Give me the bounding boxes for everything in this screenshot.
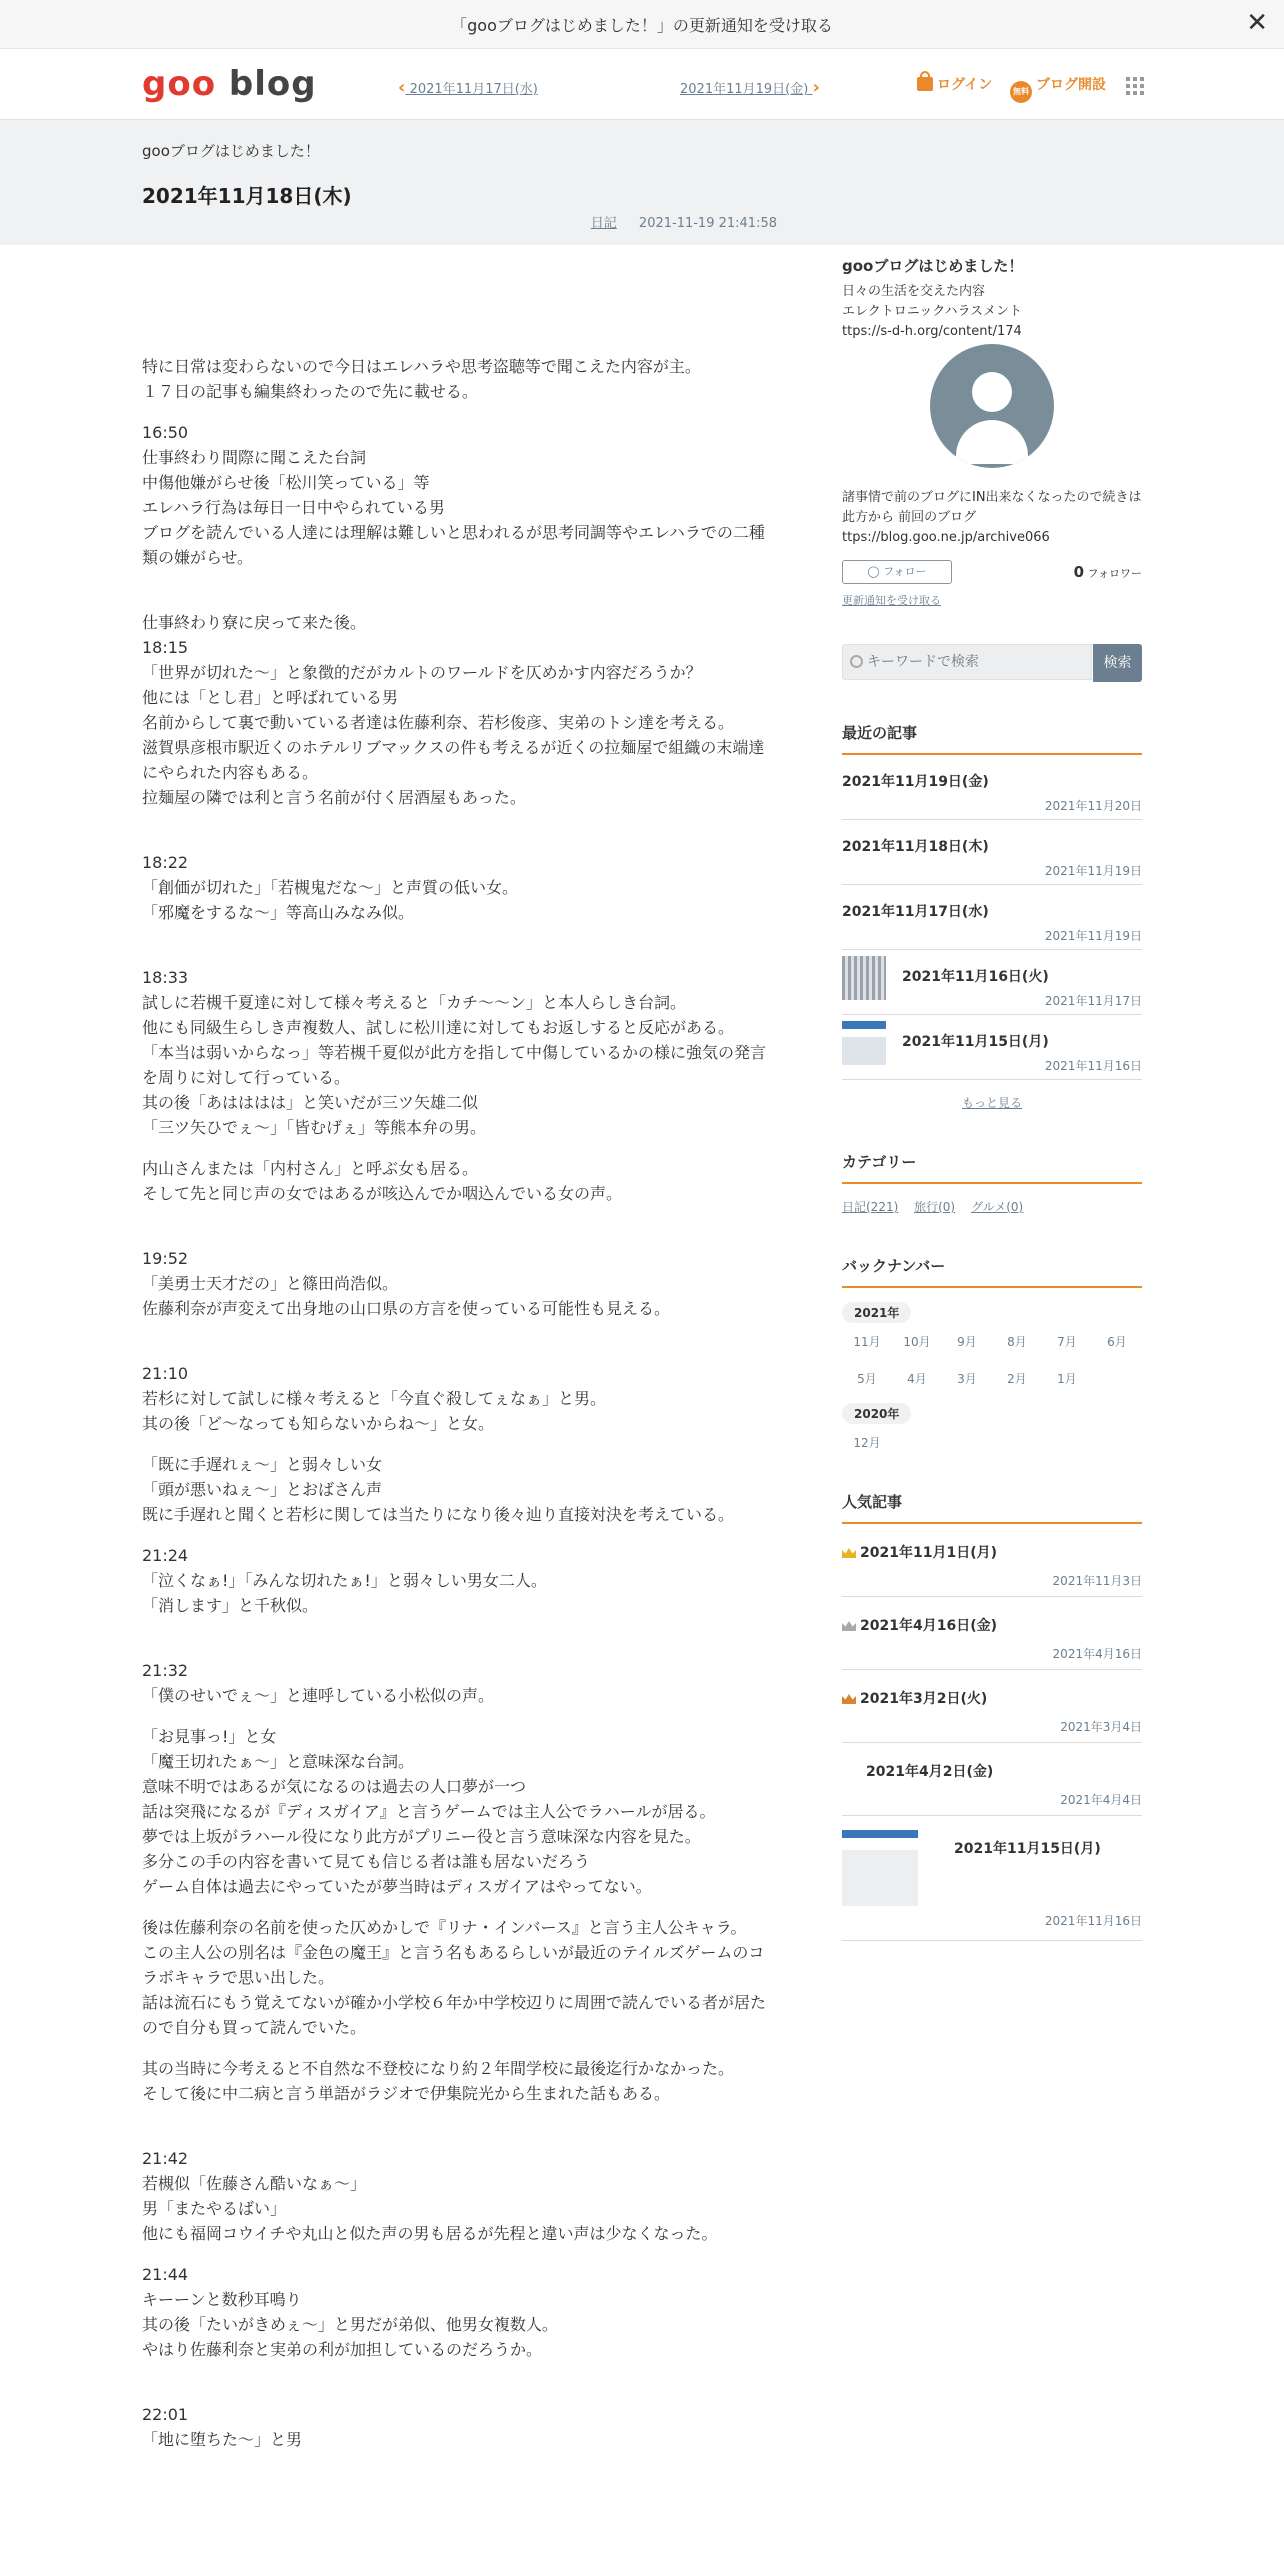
category-link[interactable]: グルメ(0) bbox=[970, 1200, 1024, 1214]
article-paragraph: 其の当時に今考えると不自然な不登校になり約２年間学校に最後迄行かなかった。 そして後に中二病と言う単語がラジオで伊集院光から生まれた話もある。 bbox=[142, 2059, 735, 2103]
login-button[interactable] bbox=[917, 74, 992, 94]
popular-article-title[interactable]: 2021年4月2日(金) bbox=[866, 1764, 994, 1780]
sidebar bbox=[842, 255, 1142, 1941]
prev-article-label: 2021年11月17日(水) bbox=[409, 82, 538, 97]
month-link[interactable]: 9月 bbox=[957, 1335, 977, 1349]
article-paragraph: 22:01 「地に堕ちた～」と男 bbox=[142, 2405, 303, 2449]
recent-article-date: 2021年11月19日 bbox=[1044, 864, 1142, 878]
article-thumbnail[interactable] bbox=[842, 1021, 886, 1065]
article-thumbnail[interactable] bbox=[842, 1830, 918, 1906]
follower-number: 0 bbox=[1073, 563, 1085, 581]
recent-article-title[interactable]: 2021年11月19日(金) bbox=[842, 774, 989, 790]
recent-article-date: 2021年11月19日 bbox=[1044, 929, 1142, 943]
category-link[interactable]: 旅行(0) bbox=[914, 1200, 956, 1214]
popular-article-title-row[interactable] bbox=[842, 1688, 987, 1708]
article-paragraph: 後は佐藤利奈の名前を使った仄めかしで『リナ・インバース』と言う主人公キャラ。 この主人公の別名は『金色の魔王』と言う名もあるらしいが最近のテイルズゲームのコラボキャラで思い出した。 話は流石にもう覚えてないが確か小学校６年か中学校辺りに周囲で読んでいる者が居たので自分も買って読んでいた。 bbox=[142, 1918, 767, 2037]
notify-link[interactable]: 更新通知を受け取る bbox=[842, 594, 941, 607]
search-button[interactable]: 検索 bbox=[1093, 644, 1142, 682]
open-blog-label: ブログ開設 bbox=[1036, 77, 1106, 93]
popular-article-title-row[interactable] bbox=[842, 1615, 997, 1635]
menu-grid-icon[interactable] bbox=[1126, 77, 1144, 95]
close-icon[interactable]: ✕ bbox=[1246, 8, 1268, 38]
avatar[interactable] bbox=[930, 344, 1054, 468]
month-list bbox=[842, 1333, 1142, 1407]
popular-article[interactable] bbox=[842, 1743, 1142, 1816]
article-paragraph: 18:33 試しに若槻千夏達に対して様々考えると「カチ～～ン」と本人らしき台詞。 他にも同級生らしき声複数人、試しに松川達に対してもお返しすると反応がある。 「本当は弱いからなっ」等若槻千夏似が此方を指して中傷しているかの様に強気の発言を周りに対して行っている。 其の後「あはははは」と笑いだが三ツ矢雄二似 「三ツ矢ひでぇ～」「皆むげぇ」等熊本弁の男。 bbox=[142, 968, 767, 1137]
month-list bbox=[842, 1434, 1142, 1471]
goo-blog-logo[interactable] bbox=[142, 65, 317, 103]
recent-article-title[interactable]: 2021年11月15日(月) bbox=[902, 1034, 1049, 1050]
follow-button[interactable] bbox=[842, 560, 952, 584]
month-link[interactable]: 11月 bbox=[853, 1335, 881, 1349]
profile-description: 日々の生活を交えた内容 エレクトロニックハラスメント ttps://s-d-h.org/content/174 bbox=[842, 284, 1023, 339]
follow-label: フォロー bbox=[883, 565, 927, 578]
next-article-label: 2021年11月19日(金) bbox=[680, 82, 809, 97]
popular-article-date: 2021年4月16日 bbox=[1052, 1647, 1142, 1661]
notify-banner[interactable] bbox=[0, 0, 1284, 49]
recent-article[interactable] bbox=[842, 820, 1142, 885]
article-datetime: 2021-11-19 21:41:58 bbox=[638, 216, 777, 231]
lock-icon bbox=[917, 77, 933, 91]
article-paragraph: 「お見事っ!」と女 「魔王切れたぁ～」と意味深な台詞。 意味不明ではあるが気になるのは過去の人口夢が一つ 話は突飛になるが『ディスガイア』と言うゲームでは主人公でラハールが居る。 夢では上坂がラハール役になり此方がプリニー役と言う意味深な内容を見た。 多分この手の内容を書いて見ても信じる者は誰も居ないだろう ゲーム自体は過去にやっていたが夢当時はディスガイアはやってない。 bbox=[142, 1727, 716, 1896]
popular-article-date: 2021年11月16日 bbox=[1044, 1914, 1142, 1928]
article-paragraph: 21:24 「泣くなぁ!」「みんな切れたぁ!」と弱々しい男女二人。 「消します」と千秋似。 bbox=[142, 1546, 547, 1615]
article-paragraph: 21:32 「僕のせいでぇ～」と連呼している小松似の声。 bbox=[142, 1661, 495, 1705]
recent-article[interactable] bbox=[842, 755, 1142, 820]
notify-text[interactable]: 「gooブログはじめました！」の更新通知を受け取る bbox=[451, 16, 833, 35]
popular-article[interactable] bbox=[842, 1816, 1142, 1941]
person-icon: ◯ bbox=[867, 565, 884, 578]
month-link[interactable]: 6月 bbox=[1107, 1335, 1127, 1349]
recent-article-title[interactable]: 2021年11月16日(火) bbox=[902, 969, 1049, 985]
recent-article[interactable] bbox=[842, 1015, 1142, 1080]
popular-article-title-row[interactable] bbox=[866, 1761, 993, 1781]
year-label: 2021年 bbox=[842, 1302, 911, 1323]
article-paragraph: 21:44 キーーンと数秒耳鳴り 其の後「たいがきめぇ～」と男だが弟似、他男女複数人。 やはり佐藤利奈と実弟の利が加担しているのだろうか。 bbox=[142, 2265, 558, 2359]
recent-article[interactable] bbox=[842, 885, 1142, 950]
popular-article[interactable] bbox=[842, 1670, 1142, 1743]
article-paragraph: 18:22 「創価が切れた」「若槻鬼だな～」と声質の低い女。 「邪魔をするな～」等高山みなみ似。 bbox=[142, 853, 519, 922]
popular-article-title[interactable]: 2021年11月1日(月) bbox=[860, 1545, 997, 1561]
article-paragraph: 19:52 「美勇士天才だの」と篠田尚浩似。 佐藤利奈が声変えて出身地の山口県の方言を使っている可能性も見える。 bbox=[142, 1249, 671, 1318]
recent-article-title[interactable]: 2021年11月18日(木) bbox=[842, 839, 989, 855]
follower-label: フォロワー bbox=[1087, 567, 1142, 580]
month-link[interactable]: 4月 bbox=[907, 1372, 927, 1386]
recent-articles-title: 最近の記事 bbox=[842, 722, 1142, 755]
next-article-link[interactable] bbox=[680, 77, 820, 98]
bronze-crown-icon bbox=[842, 1694, 856, 1704]
search-input[interactable] bbox=[842, 644, 1092, 680]
article-meta bbox=[591, 212, 777, 231]
month-link[interactable]: 12月 bbox=[853, 1436, 881, 1450]
profile-name[interactable]: gooブログはじめました！ bbox=[842, 257, 1024, 275]
more-articles-link[interactable]: もっと見る bbox=[961, 1096, 1022, 1110]
blog-name[interactable]: gooブログはじめました！ bbox=[142, 142, 320, 160]
article-paragraph: 「既に手遅れぇ～」と弱々しい女 「頭が悪いねぇ～」とおばさん声 既に手遅れと聞くと若杉に関しては当たりになり後々辿り直接対決を考えている。 bbox=[142, 1455, 735, 1524]
month-link[interactable]: 8月 bbox=[1007, 1335, 1027, 1349]
article-paragraph: 21:10 若杉に対して試しに様々考えると「今直ぐ殺してぇなぁ」と男。 其の後「ど～なっても知らないからね～」と女。 bbox=[142, 1364, 607, 1433]
site-header bbox=[0, 49, 1284, 120]
chevron-right-icon: › bbox=[812, 77, 820, 98]
recent-article-date: 2021年11月20日 bbox=[1044, 799, 1142, 813]
recent-article-title[interactable]: 2021年11月17日(水) bbox=[842, 904, 989, 920]
logo-goo: goo bbox=[142, 64, 217, 104]
login-label: ログイン bbox=[937, 77, 993, 93]
search-box bbox=[842, 644, 1142, 682]
popular-article[interactable] bbox=[842, 1597, 1142, 1670]
article-paragraph: 仕事終わり寮に戻って来た後。 18:15 「世界が切れた～」と象徴的だがカルトのワールドを仄めかす内容だろうか？ 他には「とし君」と呼ばれている男 名前からして裏で動いている者達は佐藤利奈、若杉俊彦、実弟のトシ達を考える。 滋賀県彦根市駅近くのホテルリブマックスの件も考えるが近くの拉麺屋で組織の末端達にやられた内容もある。 拉麺屋の隣では利と言う名前が付く居酒屋もあった。 bbox=[142, 613, 765, 807]
article-paragraph: 21:42 若槻似「佐藤さん酷いなぁ～」 男「またやるばい」 他にも福岡コウイチや丸山と似た声の男も居るが先程と違い声は少なくなった。 bbox=[142, 2149, 718, 2243]
popular-article-date: 2021年11月3日 bbox=[1052, 1574, 1142, 1588]
popular-article-title-row[interactable] bbox=[842, 1542, 997, 1562]
silver-crown-icon bbox=[842, 1621, 856, 1631]
month-link[interactable]: 1月 bbox=[1057, 1372, 1077, 1386]
article-paragraph: 16:50 仕事終わり間際に聞こえた台詞 中傷他嫌がらせ後「松川笑っている」等 エレハラ行為は毎日一日中やられている男 ブログを読んでいる人達には理解は難しいと思われるが思考同調等やエレハラでの二種類の嫌がらせ。 bbox=[142, 423, 765, 567]
recent-article-date: 2021年11月16日 bbox=[1044, 1059, 1142, 1073]
search-icon bbox=[850, 655, 863, 668]
popular-article-title[interactable]: 2021年4月16日(金) bbox=[860, 1618, 997, 1634]
article-paragraph: 内山さんまたは「内村さん」と呼ぶ女も居る。 そして先と同じ声の女ではあるが咳込んでか咽込んでいる女の声。 bbox=[142, 1159, 623, 1203]
month-link[interactable]: 10月 bbox=[903, 1335, 931, 1349]
profile-note: 諸事情で前のブログにIN出来なくなったので続きは此方から 前回のブログ ttps://blog.goo.ne.jp/archive066 bbox=[842, 490, 1142, 545]
category-list bbox=[842, 1198, 1142, 1215]
popular-articles-title: 人気記事 bbox=[842, 1491, 1142, 1524]
backnumber-title: バックナンバー bbox=[842, 1255, 1142, 1288]
popular-article-title[interactable]: 2021年3月2日(火) bbox=[860, 1691, 988, 1707]
page-title: 2021年11月18日(木) bbox=[142, 184, 352, 208]
free-badge-icon: 無料 bbox=[1010, 81, 1032, 103]
categories-title: カテゴリー bbox=[842, 1151, 1142, 1184]
month-link[interactable]: 5月 bbox=[857, 1372, 877, 1386]
follower-count bbox=[1074, 563, 1142, 581]
popular-article-date: 2021年3月4日 bbox=[1060, 1720, 1142, 1734]
open-blog-button[interactable] bbox=[1010, 74, 1106, 103]
article-category-link[interactable]: 日記 bbox=[590, 216, 617, 231]
month-link[interactable]: 3月 bbox=[957, 1372, 977, 1386]
month-link[interactable]: 7月 bbox=[1057, 1335, 1077, 1349]
popular-article[interactable] bbox=[842, 1524, 1142, 1597]
article-paragraph: 特に日常は変わらないので今日はエレハラや思考盗聴等で聞こえた内容が主。 １７日の記事も編集終わったので先に載せる。 bbox=[142, 357, 701, 401]
year-label: 2020年 bbox=[842, 1403, 911, 1424]
chevron-left-icon: ‹ bbox=[398, 77, 406, 98]
prev-article-link[interactable] bbox=[398, 77, 538, 98]
follow-row bbox=[842, 560, 1142, 586]
popular-article-date: 2021年4月4日 bbox=[1060, 1793, 1142, 1807]
popular-article-title[interactable]: 2021年11月15日(月) bbox=[954, 1841, 1101, 1857]
article-body bbox=[142, 354, 767, 2468]
recent-article[interactable] bbox=[842, 950, 1142, 1015]
logo-blog: blog bbox=[228, 64, 317, 104]
article-thumbnail[interactable] bbox=[842, 956, 886, 1000]
title-band bbox=[0, 120, 1284, 245]
gold-crown-icon bbox=[842, 1548, 856, 1558]
recent-article-date: 2021年11月17日 bbox=[1044, 994, 1142, 1008]
month-link[interactable]: 2月 bbox=[1007, 1372, 1027, 1386]
category-link[interactable]: 日記(221) bbox=[842, 1200, 899, 1214]
